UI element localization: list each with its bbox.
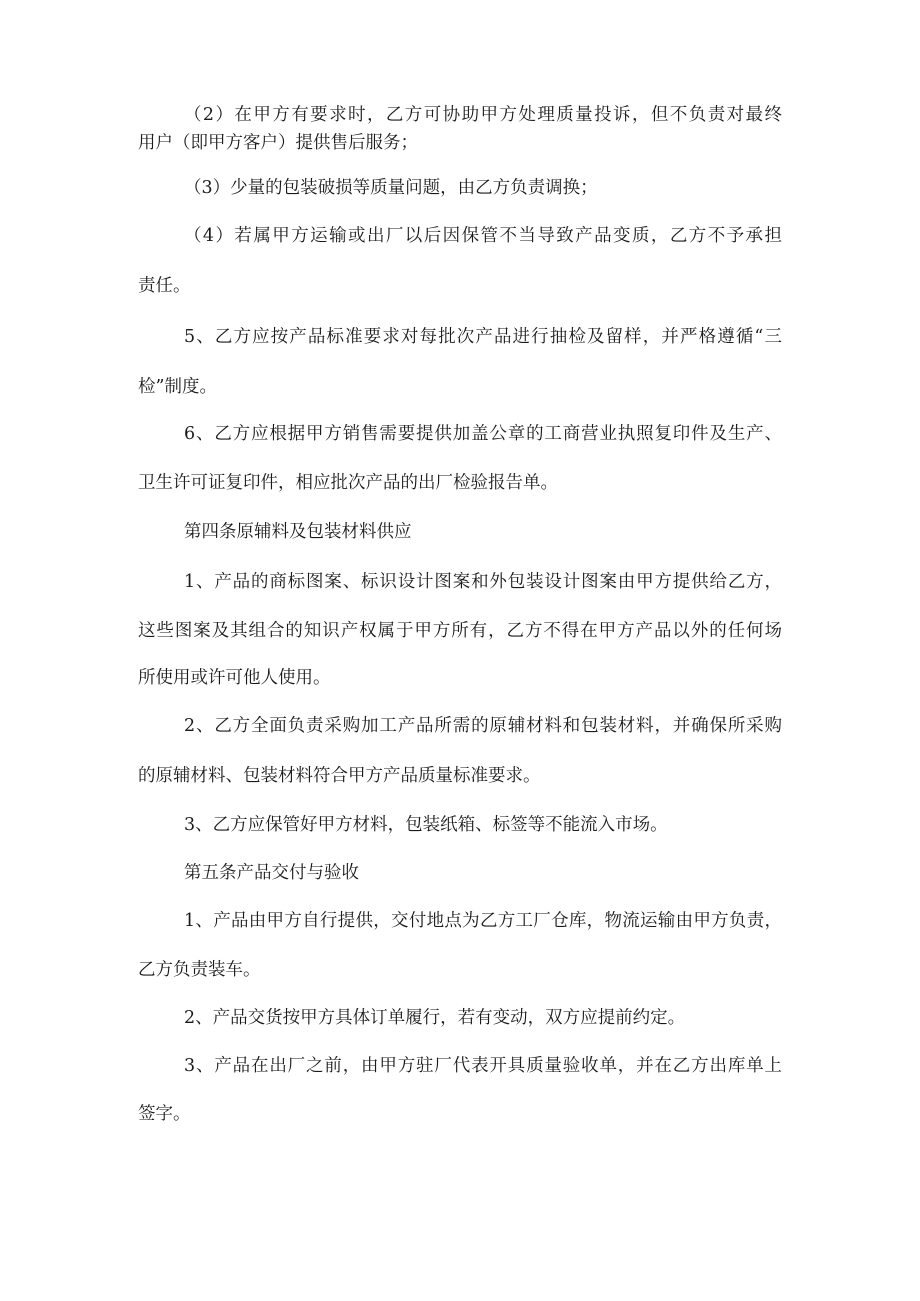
section-heading-article-5: 第五条产品交付与验收 (184, 863, 359, 883)
paragraph-4-line-2: 责任。 (138, 276, 191, 296)
article-5-item-3-line-1: 3、产品在出厂之前，由甲方驻厂代表开具质量验收单，并在乙方出库单上 (184, 1056, 782, 1076)
paragraph-4-line-1: （4）若属甲方运输或出厂以后因保管不当导致产品变质，乙方不予承担 (184, 226, 782, 246)
clause-6-line-2: 卫生许可证复印件，相应批次产品的出厂检验报告单。 (138, 473, 558, 493)
paragraph-2-line-1: （2）在甲方有要求时，乙方可协助甲方处理质量投诉，但不负责对最终 (184, 105, 782, 125)
clause-5-line-1: 5、乙方应按产品标准要求对每批次产品进行抽检及留样，并严格遵循“三 (184, 327, 782, 347)
article-4-item-1-line-1: 1、产品的商标图案、标识设计图案和外包装设计图案由甲方提供给乙方， (184, 572, 782, 592)
article-4-item-1-line-3: 所使用或许可他人使用。 (138, 668, 331, 688)
article-5-item-1-line-1: 1、产品由甲方自行提供，交付地点为乙方工厂仓库，物流运输由甲方负责， (184, 911, 782, 931)
paragraph-2-line-2: 用户（即甲方客户）提供售后服务； (138, 133, 418, 153)
article-5-item-1-line-2: 乙方负责装车。 (138, 960, 261, 980)
article-4-item-3: 3、乙方应保管好甲方材料，包装纸箱、标签等不能流入市场。 (184, 815, 668, 835)
article-4-item-2-line-1: 2、乙方全面负责采购加工产品所需的原辅材料和包装材料，并确保所采购 (184, 716, 782, 736)
article-4-item-1-line-2: 这些图案及其组合的知识产权属于甲方所有，乙方不得在甲方产品以外的任何场 (138, 621, 782, 641)
clause-6-line-1: 6、乙方应根据甲方销售需要提供加盖公章的工商营业执照复印件及生产、 (184, 424, 782, 444)
article-5-item-2: 2、产品交货按甲方具体订单履行，若有变动，双方应提前约定。 (184, 1008, 686, 1028)
paragraph-3: （3）少量的包装破损等质量问题，由乙方负责调换； (184, 178, 598, 198)
article-4-item-2-line-2: 的原辅材料、包装材料符合甲方产品质量标准要求。 (138, 766, 541, 786)
section-heading-article-4: 第四条原辅料及包装材料供应 (184, 522, 412, 542)
article-5-item-3-line-2: 签字。 (138, 1104, 191, 1124)
clause-5-line-2: 检”制度。 (138, 377, 217, 397)
